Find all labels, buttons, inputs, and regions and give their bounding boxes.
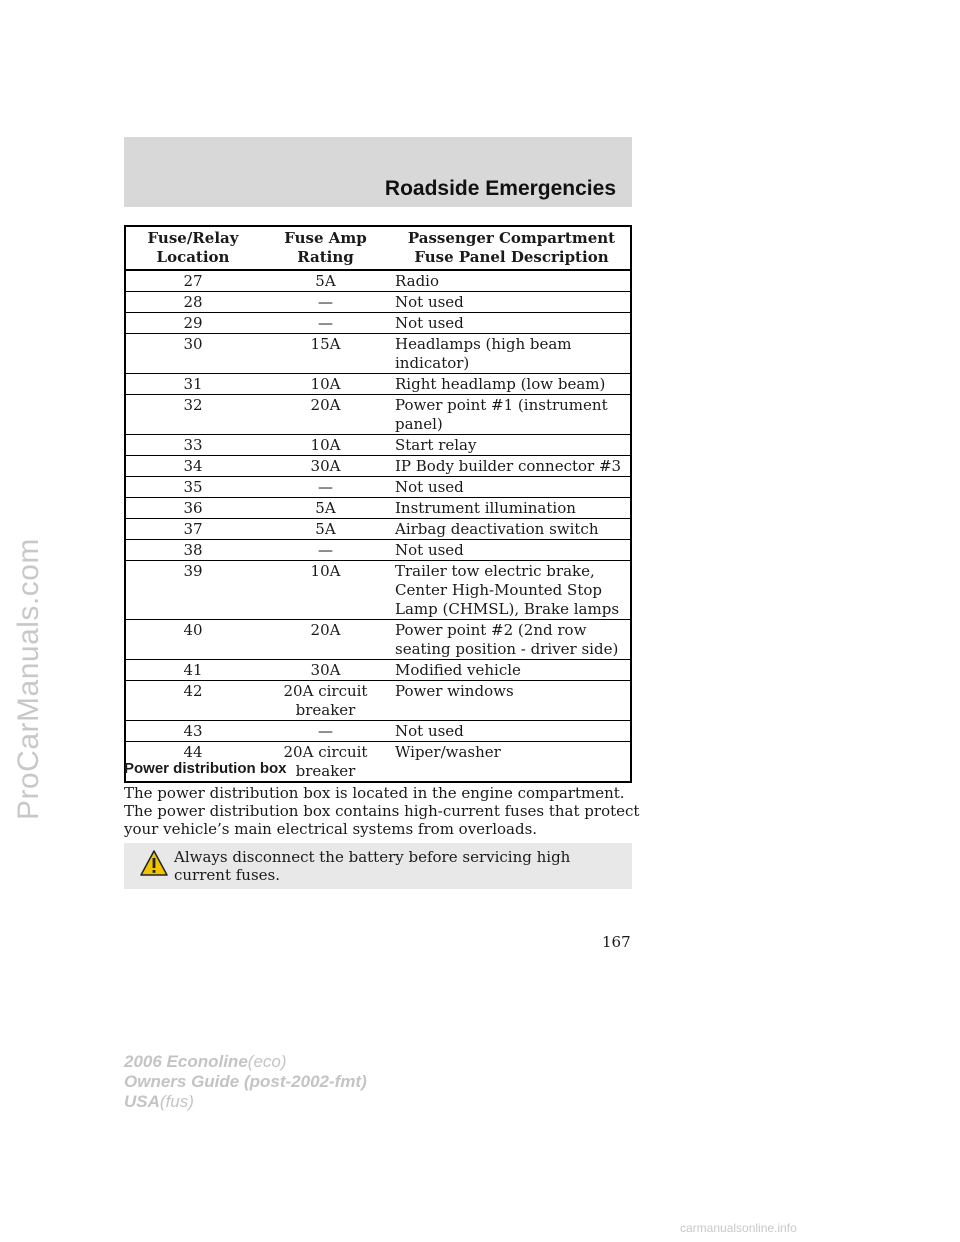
- fuse-amp-cell: 10A: [260, 561, 391, 620]
- fuse-description-cell: Airbag deactivation switch: [391, 519, 631, 540]
- side-watermark: ProCarManuals.com: [12, 538, 45, 820]
- fuse-description-cell: Not used: [391, 477, 631, 498]
- table-row: [125, 270, 631, 292]
- page-number: 167: [602, 933, 631, 951]
- table-header-row: [125, 226, 631, 270]
- fuse-description-cell: Not used: [391, 292, 631, 313]
- fuse-description-cell: IP Body builder connector #3: [391, 456, 631, 477]
- table-row: [125, 456, 631, 477]
- fuse-description-cell: Radio: [391, 270, 631, 292]
- table-row: [125, 292, 631, 313]
- footer-guide: Owners Guide (post-2002-fmt): [124, 1072, 367, 1091]
- footer-line-1: [124, 1052, 367, 1072]
- bottom-watermark: carmanualsonline.info: [680, 1221, 797, 1235]
- fuse-description-cell: Trailer tow electric brake, Center High-Mounted Stop Lamp (CHMSL), Brake lamps: [391, 561, 631, 620]
- fuse-location-cell: 44: [125, 742, 260, 783]
- footer-region-code: (fus): [159, 1092, 194, 1111]
- fuse-amp-cell: 5A: [260, 519, 391, 540]
- table-row: [125, 681, 631, 721]
- section-title: Roadside Emergencies: [384, 177, 616, 200]
- fuse-location-cell: 33: [125, 435, 260, 456]
- fuse-location-cell: 36: [125, 498, 260, 519]
- fuse-location-cell: 28: [125, 292, 260, 313]
- fuse-location-cell: 37: [125, 519, 260, 540]
- fuse-description-cell: Instrument illumination: [391, 498, 631, 519]
- table-row: [125, 519, 631, 540]
- column-header-location: Fuse/Relay Location: [125, 226, 260, 270]
- fuse-amp-cell: —: [260, 721, 391, 742]
- table-row: [125, 435, 631, 456]
- footer-model: 2006 Econoline: [124, 1052, 248, 1071]
- fuse-amp-cell: 10A: [260, 435, 391, 456]
- fuse-location-cell: 29: [125, 313, 260, 334]
- fuse-amp-cell: 10A: [260, 374, 391, 395]
- fuse-amp-cell: 20A: [260, 620, 391, 660]
- table-row: [125, 374, 631, 395]
- fuse-location-cell: 31: [125, 374, 260, 395]
- column-header-description: Passenger Compartment Fuse Panel Description: [391, 226, 631, 270]
- table-row: [125, 334, 631, 374]
- fuse-location-cell: 43: [125, 721, 260, 742]
- fuse-location-cell: 41: [125, 660, 260, 681]
- table-row: [125, 477, 631, 498]
- table-row: [125, 620, 631, 660]
- fuse-description-cell: Start relay: [391, 435, 631, 456]
- footer-model-code: (eco): [247, 1052, 287, 1071]
- fuse-table: [124, 225, 632, 783]
- fuse-location-cell: 27: [125, 270, 260, 292]
- footer-region: USA: [124, 1092, 160, 1111]
- fuse-amp-cell: 5A: [260, 270, 391, 292]
- fuse-location-cell: 30: [125, 334, 260, 374]
- fuse-location-cell: 34: [125, 456, 260, 477]
- fuse-description-cell: Not used: [391, 313, 631, 334]
- fuse-amp-cell: —: [260, 292, 391, 313]
- fuse-location-cell: 38: [125, 540, 260, 561]
- fuse-amp-cell: 30A: [260, 660, 391, 681]
- fuse-location-cell: 32: [125, 395, 260, 435]
- footer-line-3: [124, 1092, 367, 1112]
- fuse-location-cell: 42: [125, 681, 260, 721]
- table-row: [125, 660, 631, 681]
- fuse-amp-cell: 20A circuit breaker: [260, 742, 391, 783]
- fuse-description-cell: Not used: [391, 540, 631, 561]
- fuse-description-cell: Power point #1 (instrument panel): [391, 395, 631, 435]
- fuse-description-cell: Power point #2 (2nd row seating position - driver side): [391, 620, 631, 660]
- table-row: [125, 313, 631, 334]
- table-row: [125, 498, 631, 519]
- fuse-description-cell: Right headlamp (low beam): [391, 374, 631, 395]
- fuse-amp-cell: 30A: [260, 456, 391, 477]
- warning-text: Always disconnect the battery before servicing high current fuses.: [174, 848, 571, 884]
- fuse-description-cell: Wiper/washer: [391, 742, 631, 783]
- table-row: [125, 540, 631, 561]
- warning-triangle-icon: [140, 850, 168, 876]
- table-row: [125, 561, 631, 620]
- section-header-band: [124, 137, 632, 207]
- fuse-amp-cell: 15A: [260, 334, 391, 374]
- table-row: [125, 395, 631, 435]
- footer-line-2: [124, 1072, 367, 1092]
- fuse-amp-cell: —: [260, 477, 391, 498]
- fuse-amp-cell: 5A: [260, 498, 391, 519]
- warning-box: [124, 843, 632, 889]
- footer: [124, 1052, 367, 1112]
- section-heading: Power distribution box: [124, 760, 287, 777]
- fuse-location-cell: 40: [125, 620, 260, 660]
- fuse-description-cell: Modified vehicle: [391, 660, 631, 681]
- fuse-amp-cell: 20A circuit breaker: [260, 681, 391, 721]
- fuse-description-cell: Not used: [391, 721, 631, 742]
- section-body-text: The power distribution box is located in the engine compartment. The power distribution box contains high-current fuses that protect your vehicle’s main electrical systems from overloads.: [124, 784, 640, 838]
- fuse-amp-cell: —: [260, 540, 391, 561]
- fuse-location-cell: 39: [125, 561, 260, 620]
- fuse-amp-cell: —: [260, 313, 391, 334]
- column-header-amp: Fuse Amp Rating: [260, 226, 391, 270]
- fuse-table-body: [125, 270, 631, 782]
- fuse-amp-cell: 20A: [260, 395, 391, 435]
- fuse-description-cell: Headlamps (high beam indicator): [391, 334, 631, 374]
- table-row: [125, 721, 631, 742]
- fuse-description-cell: Power windows: [391, 681, 631, 721]
- fuse-location-cell: 35: [125, 477, 260, 498]
